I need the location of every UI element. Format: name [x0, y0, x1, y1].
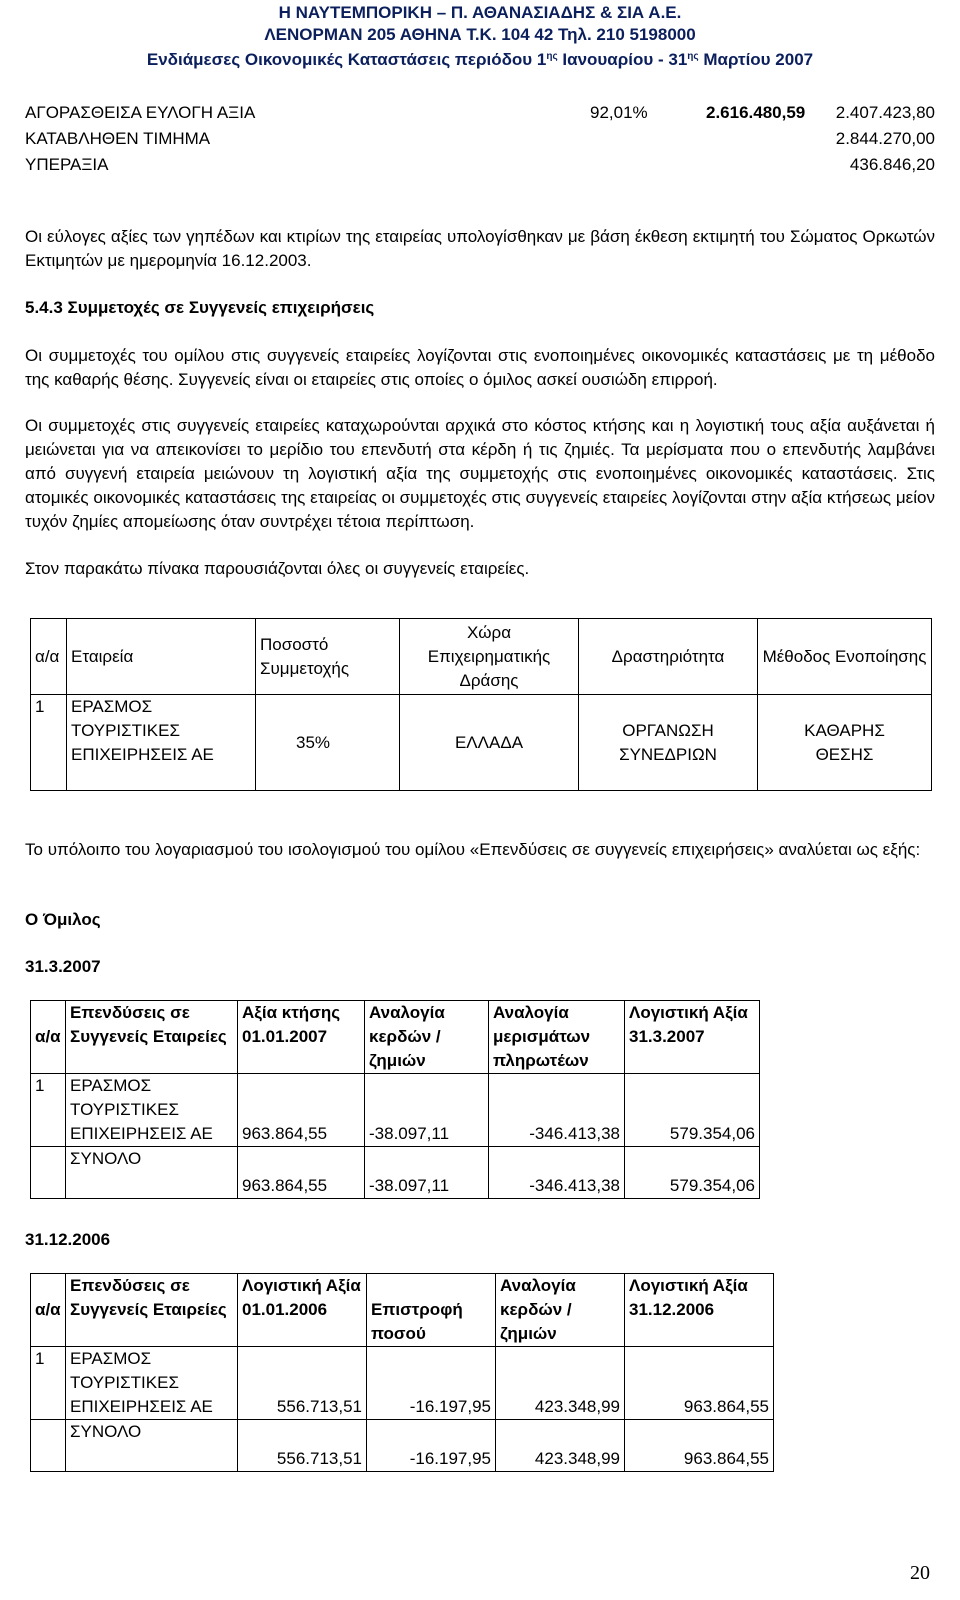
table-row [31, 695, 932, 791]
cell-value: 963.864,55 [238, 1074, 365, 1147]
cell-value: 556.713,51 [238, 1347, 367, 1420]
cell-value: -346.413,38 [489, 1074, 625, 1147]
header-company-name: Η ΝΑΥΤΕΜΠΟΡΙΚΗ – Π. ΑΘΑΝΑΣΙΑΔΗΣ & ΣΙΑ Α.Ε. [278, 3, 682, 22]
col-header: α/α [31, 1274, 66, 1347]
col-header: Επενδύσεις σε Συγγενείς Εταιρείες [66, 1274, 238, 1347]
col-header: Λογιστική Αξία 31.3.2007 [625, 1001, 760, 1074]
cell-value: 579.354,06 [625, 1147, 760, 1199]
cell-aa: 1 [31, 695, 67, 791]
cell-method: ΚΑΘΑΡΗΣ ΘΕΣΗΣ [758, 695, 932, 791]
investments-table-2006 [30, 1273, 774, 1472]
cell-value: -38.097,11 [365, 1147, 489, 1199]
cell-percent: 35% [256, 695, 400, 791]
header-address: ΛΕΝΟΡΜΑΝ 205 ΑΘΗΝΑ Τ.Κ. 104 42 Τηλ. 210 5198000 [264, 25, 696, 44]
cell-aa [31, 1420, 66, 1472]
cell-name: ΕΡΑΣΜΟΣ ΤΟΥΡΙΣΤΙΚΕΣ ΕΠΙΧΕΙΡΗΣΕΙΣ ΑΕ [66, 1074, 238, 1147]
cell-activity: ΟΡΓΑΝΩΣΗ ΣΥΝΕΔΡΙΩΝ [579, 695, 758, 791]
cell-value: 579.354,06 [625, 1074, 760, 1147]
cell-name: ΣΥΝΟΛΟ [66, 1420, 238, 1472]
table-row [31, 1347, 774, 1420]
table-total-row [31, 1420, 774, 1472]
header-period-sup-2: ης [687, 51, 699, 62]
cell-name: ΕΡΑΣΜΟΣ ΤΟΥΡΙΣΤΙΚΕΣ ΕΠΙΧΕΙΡΗΣΕΙΣ ΑΕ [66, 1347, 238, 1420]
cell-value: 423.348,99 [496, 1347, 625, 1420]
goodwill-label: ΚΑΤΑΒΛΗΘΕΝ ΤΙΜΗΜΑ [25, 129, 211, 148]
cell-value: 556.713,51 [238, 1420, 367, 1472]
investments-table-2007 [30, 1000, 760, 1199]
date-2006: 31.12.2006 [25, 1230, 111, 1249]
cell-value: 963.864,55 [625, 1347, 774, 1420]
cell-name: ΣΥΝΟΛΟ [66, 1147, 238, 1199]
goodwill-row-excess [25, 154, 935, 176]
header-period-sup-1: ης [546, 51, 558, 62]
table-header-row [31, 619, 932, 695]
section-title: 5.4.3 Συμμετοχές σε Συγγενείς επιχειρήσεις [25, 298, 375, 317]
header-period [0, 46, 960, 71]
goodwill-label: ΥΠΕΡΑΞΙΑ [25, 155, 109, 174]
cell-value: 423.348,99 [496, 1420, 625, 1472]
col-header: Αναλογία μερισμάτων πληρωτέων [489, 1001, 625, 1074]
table-row [31, 1074, 760, 1147]
col-header: α/α [31, 619, 67, 695]
cell-value: 963.864,55 [625, 1420, 774, 1472]
cell-country: ΕΛΛΑΔΑ [400, 695, 579, 791]
col-header: Αναλογία κερδών / ζημιών [365, 1001, 489, 1074]
cell-value: -16.197,95 [367, 1420, 496, 1472]
para-associates-3: Στον παρακάτω πίνακα παρουσιάζονται όλες οι συγγενείς εταιρείες. [25, 559, 530, 578]
col-header: Ποσοστό Συμμετοχής [256, 619, 400, 695]
header-period-part-2: Ιανουαρίου - 31 [557, 50, 688, 69]
goodwill-value: 436.846,20 [849, 155, 935, 174]
col-header: Δραστηριότητα [579, 619, 758, 695]
cell-value: -16.197,95 [367, 1347, 496, 1420]
cell-aa: 1 [31, 1347, 66, 1420]
header-period-part-1: Ενδιάμεσες Οικονομικές Καταστάσεις περιόδου 1 [146, 50, 547, 69]
col-header: Αξία κτήσης 01.01.2007 [238, 1001, 365, 1074]
cell-aa: 1 [31, 1074, 66, 1147]
col-header: Λογιστική Αξία 01.01.2006 [238, 1274, 367, 1347]
goodwill-percent: 92,01% [590, 103, 648, 122]
page-number: 20 [910, 1562, 930, 1584]
goodwill-value: 2.844.270,00 [835, 129, 935, 148]
table-header-row [31, 1274, 774, 1347]
col-header: Εταιρεία [67, 619, 256, 695]
col-header: Επιστροφή ποσού [367, 1274, 496, 1347]
col-header: Λογιστική Αξία 31.12.2006 [625, 1274, 774, 1347]
cell-aa [31, 1147, 66, 1199]
col-header: Επενδύσεις σε Συγγενείς Εταιρείες [66, 1001, 238, 1074]
para-fair-values: Οι εύλογες αξίες των γηπέδων και κτιρίων της εταιρείας υπολογίσθηκαν με βάση έκθεση εκτιμητή του Σώματος Ορκωτών Εκτιμητών με ημερομηνία 16.12.2003. [25, 227, 935, 270]
col-header: Χώρα Επιχειρηματικής Δράσης [400, 619, 579, 695]
col-header: Αναλογία κερδών / ζημιών [496, 1274, 625, 1347]
para-associates-1: Οι συμμετοχές του ομίλου στις συγγενείς εταιρείες λογίζονται στις ενοποιημένες οικονομικές καταστάσεις με τη μέθοδο της καθαρής θέσης. Συγγενείς είναι οι εταιρείες στις οποίες ο όμιλος ασκεί ουσιώδη επιρροή. [25, 346, 935, 389]
goodwill-row-purchased [25, 102, 935, 124]
para-balance: Το υπόλοιπο του λογαριασμού του ισολογισμού του ομίλου «Επενδύσεις σε συγγενείς επιχειρήσεις» αναλύεται ως εξής: [25, 840, 921, 859]
table-header-row [31, 1001, 760, 1074]
col-header: α/α [31, 1001, 66, 1074]
cell-value: -38.097,11 [365, 1074, 489, 1147]
cell-company: ΕΡΑΣΜΟΣ ΤΟΥΡΙΣΤΙΚΕΣ ΕΠΙΧΕΙΡΗΣΕΙΣ ΑΕ [67, 695, 256, 791]
cell-value: 963.864,55 [238, 1147, 365, 1199]
col-header: Μέθοδος Ενοποίησης [758, 619, 932, 695]
date-2007: 31.3.2007 [25, 957, 101, 976]
header-period-part-3: Μαρτίου 2007 [698, 50, 814, 69]
cell-value: -346.413,38 [489, 1147, 625, 1199]
goodwill-label: ΑΓΟΡΑΣΘΕΙΣΑ ΕΥΛΟΓΗ ΑΞΙΑ [25, 103, 256, 122]
para-associates-2: Οι συμμετοχές στις συγγενείς εταιρείες καταχωρούνται αρχικά στο κόστος κτήσης και η λογιστική τους αξία αυξάνεται ή μειώνεται για να απεικονίσει το μερίδιο του επενδυτή στα κέρδη ή τις ζημιές. Τα μερίσματα που ο επενδυτής λαμβάνει από συγγενή εταιρεία μειώνουν τη λογιστική αξία της συμμετοχής στις ενοποιημένες οικονομικές καταστάσεις. Στις ατομικές οικονομικές καταστάσεις της εταιρείας οι συμμετοχές στις συγγενείς εταιρείες λογίζονται στην αξία κτήσεως μείον τυχόν ζημίες απομείωσης όταν συντρέχει τέτοια περίπτωση. [25, 416, 935, 531]
group-label: Ο Όμιλος [25, 910, 101, 929]
goodwill-value: 2.407.423,80 [835, 103, 935, 122]
associates-table [30, 618, 932, 791]
goodwill-row-paid [25, 128, 935, 150]
table-total-row [31, 1147, 760, 1199]
goodwill-value-bold: 2.616.480,59 [706, 103, 806, 122]
